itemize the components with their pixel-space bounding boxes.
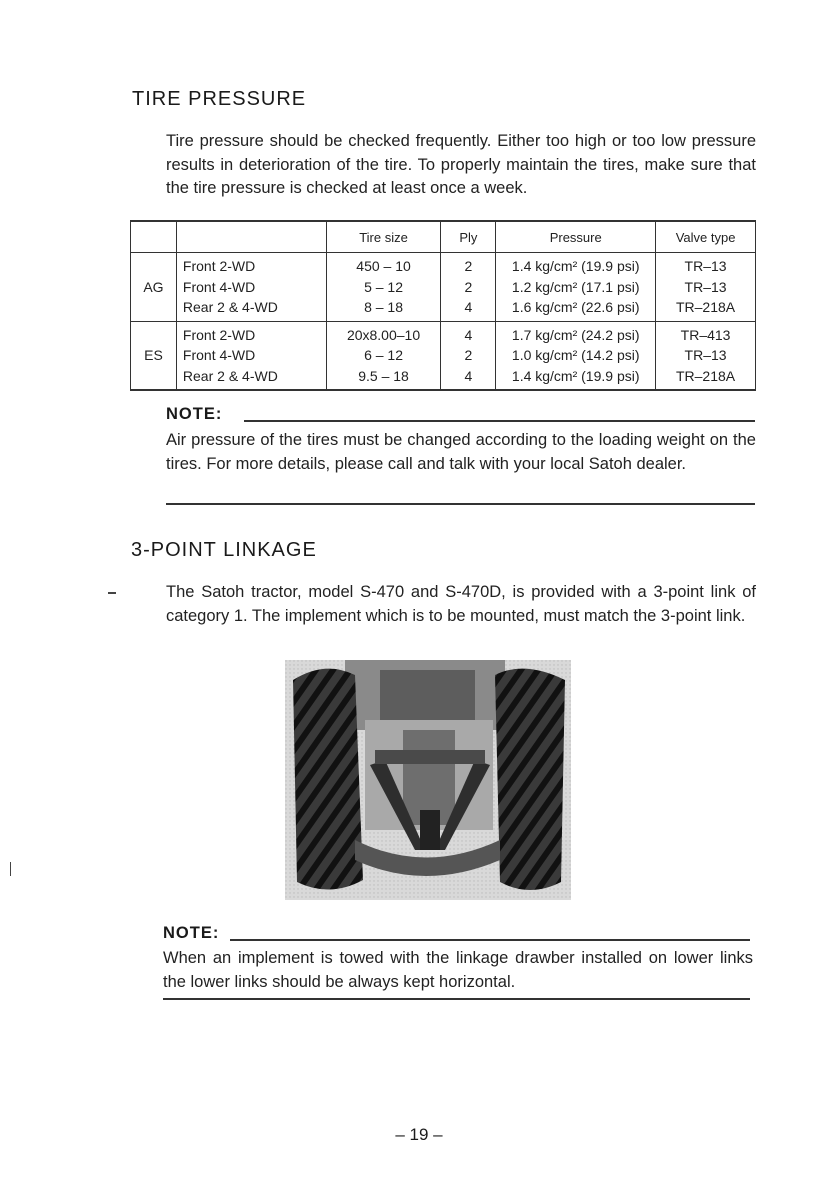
tractor-rear-photo bbox=[285, 660, 571, 900]
tire-size-value: 5 – 12 bbox=[364, 278, 403, 295]
tire-size-value: 9.5 – 18 bbox=[358, 367, 409, 384]
position-value: Rear 2 & 4-WD bbox=[182, 299, 278, 315]
ply-value: 2 bbox=[464, 258, 473, 274]
position-value: Front 2-WD bbox=[182, 258, 256, 274]
tire-size-cell bbox=[326, 253, 441, 322]
ply-value: 2 bbox=[464, 278, 473, 295]
linkage-note-underline bbox=[230, 939, 750, 941]
valve-type-value: TR–218A bbox=[675, 299, 736, 315]
right-rear-tire bbox=[495, 669, 565, 890]
table-row bbox=[131, 321, 756, 390]
tire-size-value: 6 – 12 bbox=[364, 347, 403, 363]
valve-type-value: TR–13 bbox=[684, 278, 727, 295]
tire-size-value: 8 – 18 bbox=[364, 299, 403, 315]
pressure-value: 1.4 kg/cm² (19.9 psi) bbox=[511, 258, 640, 274]
tire-note-text: Air pressure of the tires must be changed according to the loading weight on the tires. For more details, please call and talk with your local Satoh dealer. bbox=[166, 431, 756, 473]
valve-type-value: TR–13 bbox=[684, 258, 727, 274]
tire-size-cell bbox=[326, 321, 441, 390]
position-cell bbox=[176, 253, 326, 322]
valve-type-value: TR–13 bbox=[684, 347, 727, 363]
tire-note-label: NOTE: bbox=[166, 405, 223, 423]
pressure-value: 1.4 kg/cm² (19.9 psi) bbox=[511, 367, 640, 384]
pressure-value: 1.7 kg/cm² (24.2 psi) bbox=[511, 326, 640, 343]
margin-tick bbox=[10, 862, 11, 876]
linkage-paragraph: The Satoh tractor, model S-470 and S-470D, is provided with a 3-point link of category 1. The implement which is to be mounted, must match the 3-point link. bbox=[166, 583, 756, 625]
table-group-ag bbox=[131, 253, 756, 322]
position-value: Front 2-WD bbox=[182, 326, 256, 343]
table-header-row bbox=[131, 221, 756, 253]
ply-value: 4 bbox=[464, 326, 473, 343]
table-group-es bbox=[131, 321, 756, 390]
table-header-cell: Pressure bbox=[496, 221, 656, 253]
pressure-value: 1.2 kg/cm² (17.1 psi) bbox=[511, 278, 640, 295]
page-number: – 19 – bbox=[395, 1125, 443, 1144]
tire-pressure-paragraph: Tire pressure should be checked frequently. Either too high or too low pressure results in deterioration of the tire. To properly maintain the tires, make sure that the tire pressure is checked at least once a week. bbox=[166, 132, 756, 197]
tire-size-value: 20x8.00–10 bbox=[346, 326, 421, 343]
pressure-cell bbox=[496, 253, 656, 322]
tire-pressure-heading: TIRE PRESSURE bbox=[132, 88, 307, 110]
table-header-cell: Valve type bbox=[656, 221, 756, 253]
position-value: Front 4-WD bbox=[182, 347, 256, 363]
group-label-cell: AG bbox=[131, 253, 177, 322]
linkage-note-label: NOTE: bbox=[163, 924, 220, 942]
table-header-cell bbox=[131, 221, 177, 253]
drawbar bbox=[420, 810, 440, 850]
group-label-cell: ES bbox=[131, 321, 177, 390]
table-header-cell: Tire size bbox=[326, 221, 441, 253]
pressure-cell bbox=[496, 321, 656, 390]
left-rear-tire bbox=[293, 669, 363, 890]
pressure-value: 1.6 kg/cm² (22.6 psi) bbox=[511, 299, 640, 315]
valve-type-value: TR–413 bbox=[680, 326, 731, 343]
table-row bbox=[131, 253, 756, 322]
margin-dash bbox=[108, 592, 116, 594]
note-bottom-rule bbox=[166, 503, 755, 505]
position-cell bbox=[176, 321, 326, 390]
ply-value: 4 bbox=[464, 367, 473, 384]
ply-cell bbox=[441, 253, 496, 322]
linkage-note-bottom-rule bbox=[163, 998, 750, 1000]
ply-cell bbox=[441, 321, 496, 390]
valve-type-cell bbox=[656, 321, 756, 390]
position-value: Front 4-WD bbox=[182, 278, 256, 295]
table-header-cell bbox=[176, 221, 326, 253]
ply-value: 4 bbox=[464, 299, 473, 315]
ply-value: 2 bbox=[464, 347, 473, 363]
note-underline bbox=[244, 420, 755, 422]
pressure-value: 1.0 kg/cm² (14.2 psi) bbox=[511, 347, 640, 363]
table-header-cell: Ply bbox=[441, 221, 496, 253]
tire-pressure-table bbox=[130, 220, 756, 391]
linkage-note-text: When an implement is towed with the linkage drawber installed on lower links the lower links should be always kept horizontal. bbox=[163, 949, 753, 991]
linkage-heading: 3-POINT LINKAGE bbox=[131, 539, 317, 561]
tire-size-value: 450 – 10 bbox=[356, 258, 411, 274]
valve-type-cell bbox=[656, 253, 756, 322]
top-link bbox=[375, 750, 485, 764]
valve-type-value: TR–218A bbox=[675, 367, 736, 384]
position-value: Rear 2 & 4-WD bbox=[182, 367, 278, 384]
